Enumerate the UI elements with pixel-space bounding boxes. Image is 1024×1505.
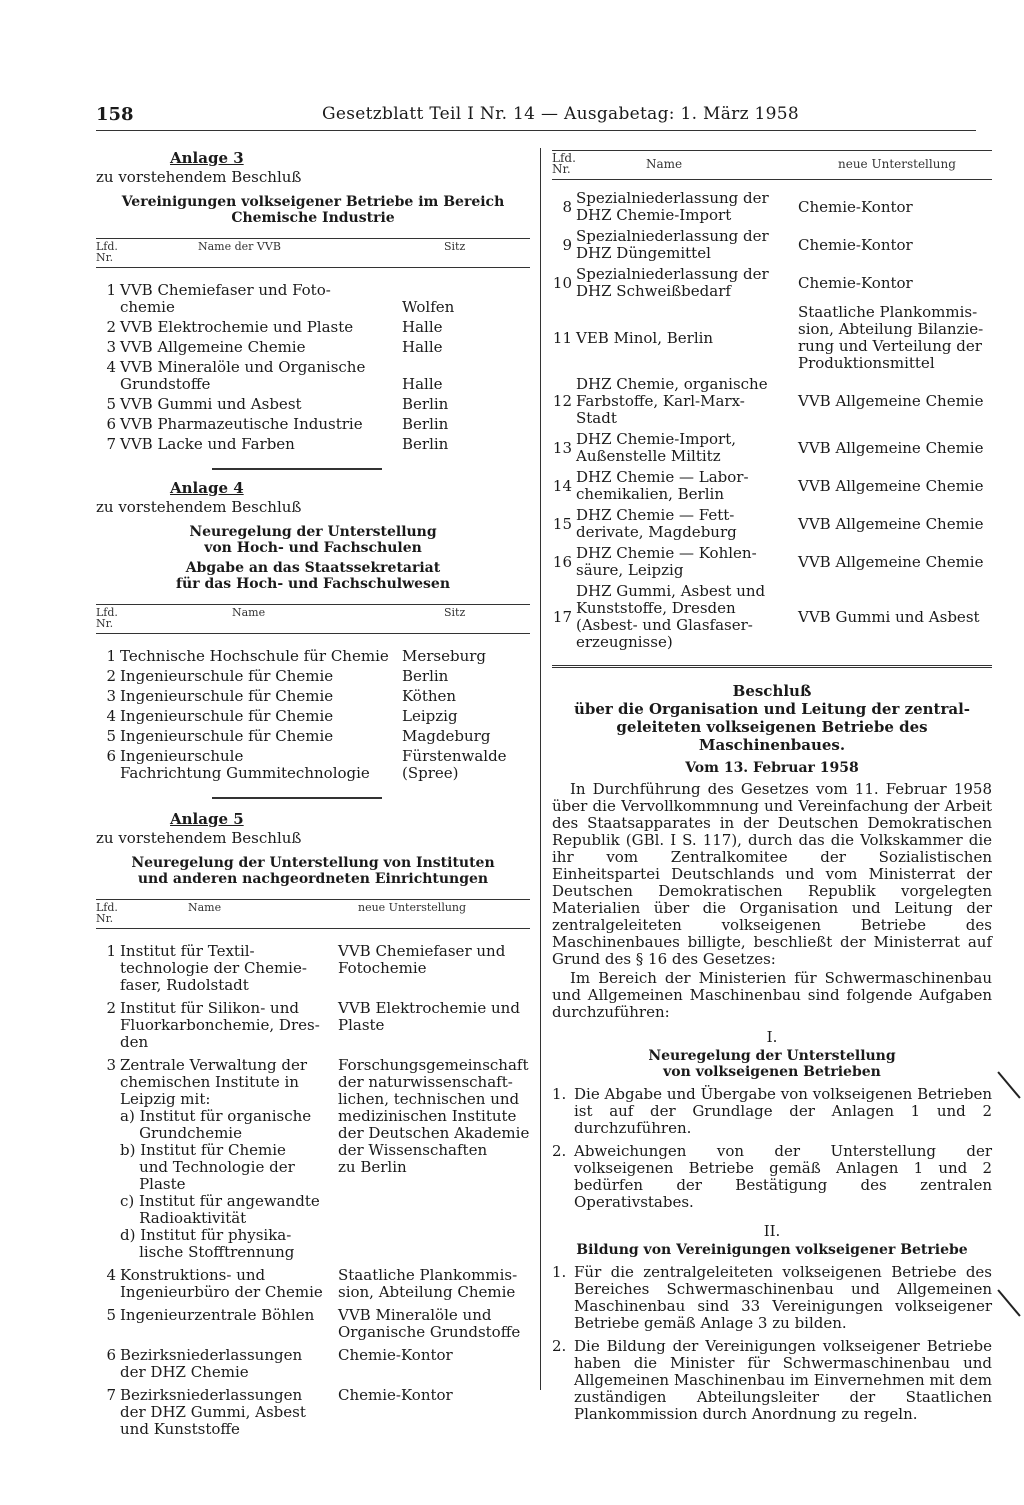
- anlage3-title: Vereinigungen volkseigener Betriebe im Bereich Chemische Industrie: [121, 194, 505, 226]
- table-row: 12 DHZ Chemie, organische Farbstoffe, Karl-Marx- Stadt VVB Allgemeine Chemie: [552, 375, 984, 427]
- table-row: 5 Ingenieurschule für Chemie Magdeburg: [106, 727, 491, 745]
- anlage4-table: [96, 604, 530, 785]
- table-row: 5 Ingenieurzentrale Böhlen VVB Mineralöle und Organische Grundstoffe: [106, 1306, 521, 1341]
- section-title: Bildung von Vereinigungen volkseigener Betriebe: [576, 1242, 968, 1258]
- beschluss-date: Vom 13. Februar 1958: [685, 760, 859, 776]
- margin-mark: [997, 1289, 1020, 1316]
- anlage4-zu: zu vorstehendem Beschluß: [96, 498, 302, 516]
- anlage3-table: [96, 238, 530, 456]
- table-row: 7 VVB Lacke und Farben Berlin: [106, 435, 449, 453]
- table-header: Lfd. Nr. Name Sitz: [96, 605, 530, 634]
- table-row: 10 Spezialniederlassung der DHZ Schweißbedarf Chemie-Kontor: [552, 265, 913, 300]
- list-item: 1. Die Abgabe und Übergabe von volkseigenen Betrieben ist auf der Grundlage der Anlagen 1 und 2 durchzuführen.: [552, 1085, 992, 1137]
- table-row: 3 Zentrale Verwaltung der chemischen Institute in Leipzig mit: a) Institut für organische Grundchemie b) Institut für Chemie und Technologie der Plaste c) Institut für angewandte Radioaktivität d) Institut für physika- lische Stofftrennung Forschungsgemeinschaft der naturwissenschaft- lichen, technischen und medizinischen Institute der Deutschen Akademie der Wissenschaften zu Berlin: [106, 1056, 530, 1261]
- anlage4-label: Anlage 4: [170, 479, 244, 497]
- anlage5-zu: zu vorstehendem Beschluß: [96, 829, 302, 847]
- table-row: 14 DHZ Chemie — Labor- chemikalien, Berlin VVB Allgemeine Chemie: [552, 468, 984, 503]
- left-column: [96, 150, 530, 1444]
- table-row: 7 Bezirksniederlassungen der DHZ Gummi, Asbest und Kunststoffe Chemie-Kontor: [106, 1386, 453, 1438]
- table-row: 4 Konstruktions- und Ingenieurbüro der Chemie Staatliche Plankommis- sion, Abteilung Chemie: [106, 1266, 518, 1301]
- anlage3-zu: zu vorstehendem Beschluß: [96, 168, 302, 186]
- table-row: 3 Ingenieurschule für Chemie Köthen: [106, 687, 457, 705]
- table-row: 15 DHZ Chemie — Fett- derivate, Magdeburg VVB Allgemeine Chemie: [552, 506, 984, 541]
- separator: [212, 797, 382, 799]
- right-column: [552, 150, 992, 1423]
- section-number: II.: [763, 1222, 781, 1240]
- table-row: 11 VEB Minol, Berlin Staatliche Plankommis- sion, Abteilung Bilanzie- rung und Verteilung der Produktionsmittel: [552, 303, 984, 372]
- anlage5-table: [96, 899, 530, 1444]
- separator: [212, 468, 382, 470]
- table-row: 2 Institut für Silikon- und Fluorkarbonchemie, Dres- den VVB Elektrochemie und Plaste: [106, 999, 520, 1051]
- section-number: I.: [766, 1028, 778, 1046]
- table-row: 1 Technische Hochschule für Chemie Merseburg: [106, 647, 487, 665]
- list-item: 1. Für die zentralgeleiteten volkseigenen Betriebe des Bereiches Schwermaschinenbau und Allgemeinen Maschinenbau sind 33 Vereinigungen volkseigener Betriebe gemäß Anlage 3 zu bilden.: [552, 1263, 992, 1332]
- table-row: 6 Bezirksniederlassungen der DHZ Chemie Chemie-Kontor: [106, 1346, 453, 1381]
- table-row: 8 Spezialniederlassung der DHZ Chemie-Import Chemie-Kontor: [562, 189, 913, 224]
- table-row: 17 DHZ Gummi, Asbest und Kunststoffe, Dresden (Asbest- und Glasfaser- erzeugnisse) VVB Gummi und Asbest: [552, 582, 980, 651]
- anlage3-label: Anlage 3: [170, 149, 244, 167]
- table-header: Lfd. Nr. Name der VVB Sitz: [96, 239, 530, 268]
- list-item: 2. Abweichungen von der Unterstellung der volkseigenen Betriebe gemäß Anlagen 1 und 2 bedürfen der Bestätigung des zentralen Operativstabes.: [552, 1142, 992, 1211]
- anlage5-label: Anlage 5: [170, 810, 244, 828]
- table-row: 6 VVB Pharmazeutische Industrie Berlin: [106, 415, 449, 433]
- table-row: 9 Spezialniederlassung der DHZ Düngemittel Chemie-Kontor: [562, 227, 913, 262]
- list-item: 2. Die Bildung der Vereinigungen volkseigener Betriebe haben die Minister für Schwermaschinenbau und Allgemeinen Maschinenbau im Einvernehmen mit dem zuständigen Abteilungsleiter der Staatlichen Plankommission durch Anordnung zu regeln.: [552, 1337, 992, 1423]
- table-row: 5 VVB Gummi und Asbest Berlin: [106, 395, 449, 413]
- page-header: [96, 104, 976, 131]
- table-row: 4 Ingenieurschule für Chemie Leipzig: [106, 707, 458, 725]
- beschluss-title: Beschluß über die Organisation und Leitung der zentral- geleiteten volkseigenen Betriebe des Maschinenbaues.: [573, 682, 971, 754]
- page-number: 158: [96, 104, 134, 125]
- beschluss-paragraph: In Durchführung des Gesetzes vom 11. Februar 1958 über die Vervollkommnung und Vereinfachung der Arbeit des Staatsapparates in der Deutschen Demokratischen Republik (GBl. I S. 117), durch das die Volkskammer die ihr vom Zentralkomitee der Sozialistischen Einheitspartei Deutschlands und vom Ministerrat der Deutschen Demokratischen Republik vorgelegten Materialien über die Organisation und Leitung der zentralgeleiteten volkseigenen Betriebe des Maschinenbaues billigte, beschließt der Ministerrat auf Grund des § 16 des Gesetzes:: [552, 780, 992, 968]
- table-row: 16 DHZ Chemie — Kohlen- säure, Leipzig VVB Allgemeine Chemie: [552, 544, 984, 579]
- margin-mark: [997, 1071, 1020, 1098]
- beschluss-paragraph: Im Bereich der Ministerien für Schwermaschinenbau und Allgemeinen Maschinenbau sind folgende Aufgaben durchzuführen:: [552, 969, 992, 1021]
- section2-items: [552, 1264, 992, 1423]
- table-header: Lfd. Nr. Name neue Unterstellung: [96, 900, 530, 929]
- column-divider: [540, 148, 541, 1390]
- continuation-table: [552, 150, 992, 655]
- section-divider: [552, 665, 992, 668]
- table-row: 2 Ingenieurschule für Chemie Berlin: [106, 667, 449, 685]
- section-title: Neuregelung der Unterstellung von volkseigenen Betrieben: [648, 1048, 896, 1080]
- table-header: Lfd. Nr. Name neue Unterstellung: [552, 151, 992, 180]
- table-row: 6 Ingenieurschule Fachrichtung Gummitechnologie Fürstenwalde (Spree): [106, 747, 507, 782]
- table-row: 13 DHZ Chemie-Import, Außenstelle Miltitz VVB Allgemeine Chemie: [552, 430, 984, 465]
- anlage5-title: Neuregelung der Unterstellung von Instituten und anderen nachgeordneten Einrichtungen: [131, 855, 495, 887]
- table-row: 1 Institut für Textil- technologie der Chemie- faser, Rudolstadt VVB Chemiefaser und Fotochemie: [106, 942, 506, 994]
- anlage4-title: Neuregelung der Unterstellung von Hoch- und Fachschulen Abgabe an das Staatssekretariat für das Hoch- und Fachschulwesen: [176, 524, 450, 592]
- table-row: 2 VVB Elektrochemie und Plaste Halle: [106, 318, 443, 336]
- table-row: 1 VVB Chemiefaser und Foto- chemie Wolfen: [106, 281, 455, 316]
- table-row: 4 VVB Mineralöle und Organische Grundstoffe Halle: [106, 358, 443, 393]
- page-title: Gesetzblatt Teil I Nr. 14 — Ausgabetag: 1. März 1958: [322, 104, 799, 124]
- section1-items: [552, 1086, 992, 1211]
- table-row: 3 VVB Allgemeine Chemie Halle: [106, 338, 443, 356]
